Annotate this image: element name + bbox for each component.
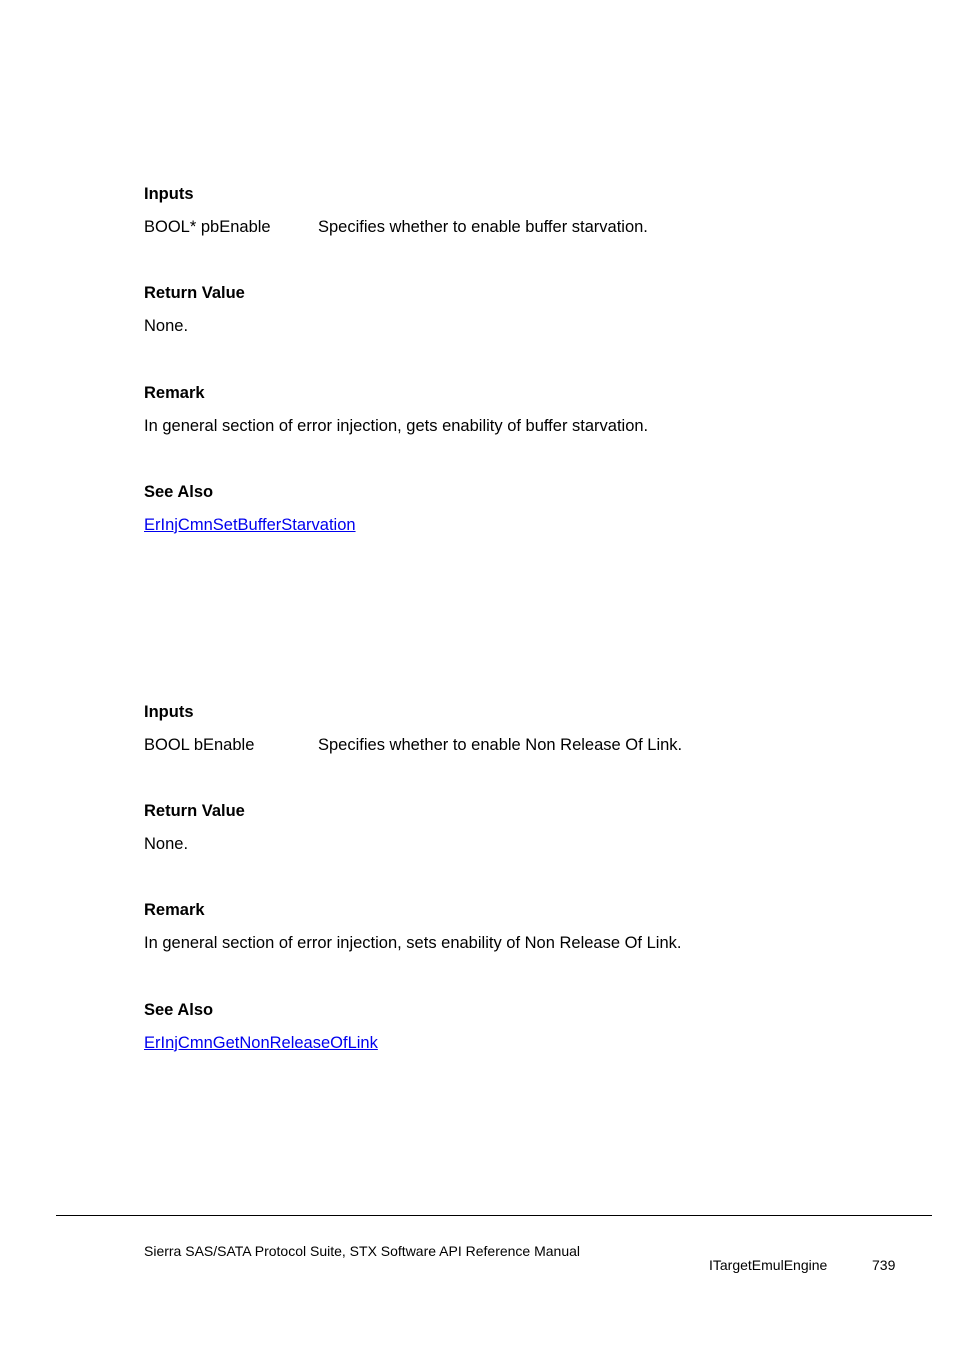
param-name: BOOL bEnable bbox=[144, 736, 255, 754]
return-value-text: None. bbox=[144, 835, 189, 853]
param-description: Specifies whether to enable buffer starvation. bbox=[318, 218, 648, 236]
see-also-link[interactable]: ErInjCmnSetBufferStarvation bbox=[144, 516, 356, 534]
footer-divider bbox=[56, 1215, 932, 1216]
footer-manual-title: Sierra SAS/SATA Protocol Suite, STX Software API Reference Manual bbox=[144, 1243, 581, 1259]
inputs-heading: Inputs bbox=[144, 185, 194, 203]
param-name: BOOL* pbEnable bbox=[144, 218, 271, 236]
return-value-text: None. bbox=[144, 317, 189, 335]
return-value-heading: Return Value bbox=[144, 802, 245, 820]
see-also-link[interactable]: ErInjCmnGetNonReleaseOfLink bbox=[144, 1034, 378, 1052]
remark-heading: Remark bbox=[144, 901, 205, 919]
remark-text: In general section of error injection, gets enability of buffer starvation. bbox=[144, 417, 649, 435]
remark-heading: Remark bbox=[144, 384, 205, 402]
page-number: 739 bbox=[872, 1257, 896, 1273]
see-also-heading: See Also bbox=[144, 483, 214, 501]
param-description: Specifies whether to enable Non Release Of Link. bbox=[318, 736, 683, 754]
return-value-heading: Return Value bbox=[144, 284, 245, 302]
remark-text: In general section of error injection, sets enability of Non Release Of Link. bbox=[144, 934, 682, 952]
see-also-heading: See Also bbox=[144, 1001, 214, 1019]
footer-section-name: ITargetEmulEngine bbox=[709, 1257, 828, 1273]
inputs-heading: Inputs bbox=[144, 703, 194, 721]
